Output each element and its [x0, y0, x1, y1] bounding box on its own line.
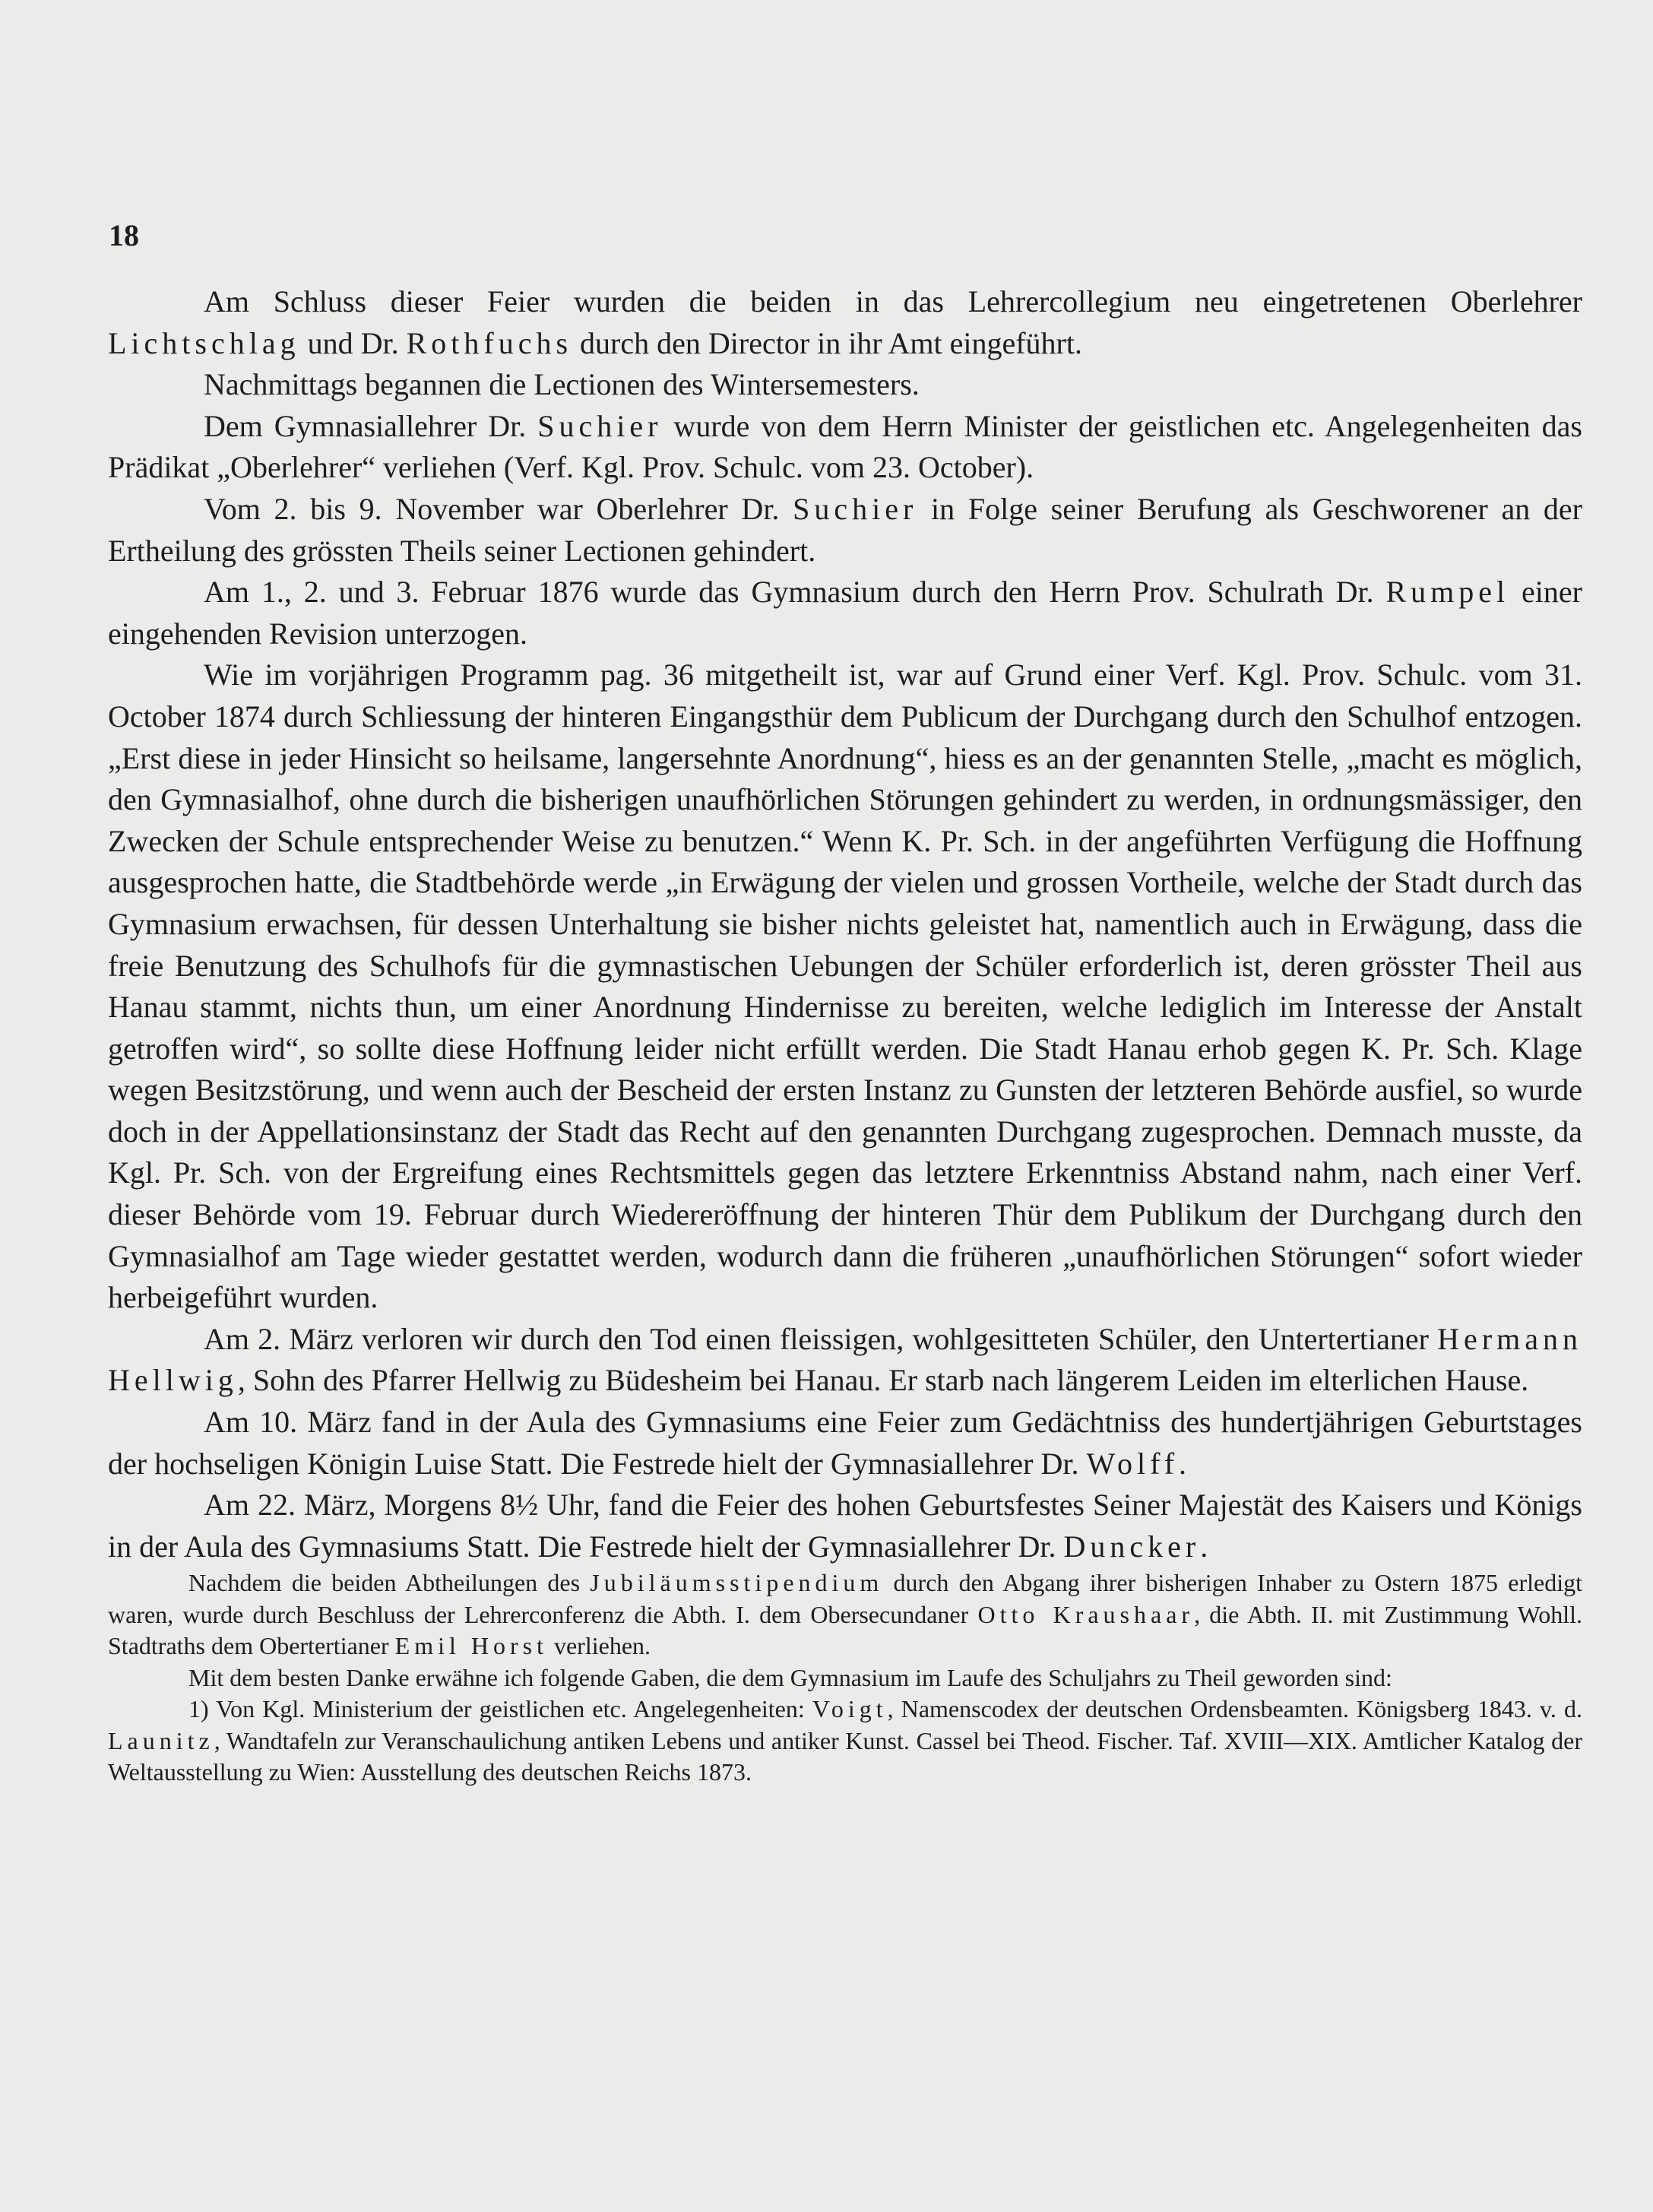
paragraph-stipendium [108, 1567, 1582, 1662]
text-run: Vom 2. bis 9. November war Oberlehrer Dr. [204, 491, 793, 526]
text-run: durch den Abgang ihrer bisherigen Inhaber zu Ostern 1875 erledigt waren, wurde durch Beschluss der Lehrerconferenz die Abth. I. dem Obersecundaner [108, 1569, 1583, 1628]
text-run: Am 10. März fand in der Aula des Gymnasiums eine Feier zum Gedächtniss des hundertjährigen Geburtstages der hochseligen Königin Luise Statt. Die Festrede hielt der Gymnasiallehrer Dr. [108, 1405, 1582, 1481]
person-name: Suchier [537, 408, 663, 443]
paragraph-queen-luise [108, 1402, 1582, 1485]
person-name: Duncker [1063, 1529, 1201, 1564]
text-run: einer eingehenden Revision unterzogen. [108, 575, 1582, 651]
paragraph-new-teachers [108, 281, 1582, 364]
text-run: . [1179, 1446, 1187, 1481]
author-name: Voigt [812, 1695, 888, 1723]
text-run: wurde von dem Herrn Minister der geistlichen etc. Angelegenheiten das Prädikat „Oberlehrer“ verliehen (Verf. Kgl. Prov. Schulc. vom 23. October). [108, 408, 1582, 485]
paragraph-jury-duty [108, 489, 1582, 572]
main-text [108, 281, 1582, 1789]
person-name: Rothfuchs [406, 325, 573, 360]
text-run: Am 2. März verloren wir durch den Tod einen fleissigen, wohlgesitteten Schüler, den Untertertianer [204, 1321, 1438, 1356]
text-run: Dem Gymnasiallehrer Dr. [204, 408, 538, 443]
paragraph-gift-list [108, 1694, 1582, 1789]
text-run: Am 1., 2. und 3. Februar 1876 wurde das Gymnasium durch den Herrn Prov. Schulrath Dr. [204, 575, 1386, 610]
person-name: Wolff [1086, 1446, 1180, 1481]
person-name: Rumpel [1385, 575, 1510, 610]
paragraph-revision [108, 572, 1582, 654]
text-run: verliehen. [547, 1632, 651, 1660]
text-run: und Dr. [299, 325, 407, 360]
person-name: Suchier [793, 491, 918, 526]
text-run: Am 22. März, Morgens 8½ Uhr, fand die Feier des hohen Geburtsfestes Seiner Majestät des Kaisers und Königs in der Aula des Gymnasiums Statt. Die Festrede hielt der Gymnasiallehrer Dr. [108, 1488, 1582, 1564]
text-run: in Folge seiner Berufung als Geschworener an der Ertheilung des grössten Theils seiner Lectionen gehindert. [108, 491, 1582, 568]
person-name: Otto Kraushaar [977, 1600, 1195, 1628]
paragraph-predicate [108, 406, 1582, 489]
person-name: Hermann Hellwig [108, 1321, 1582, 1398]
paragraph-kaiser-birthday [108, 1485, 1582, 1567]
paragraph-student-death [108, 1319, 1582, 1402]
text-run: , die Abth. II. mit Zustimmung Wohll. Stadtraths dem Obertertianer [108, 1600, 1583, 1660]
person-name: Emil Horst [394, 1632, 548, 1660]
small-print-section [108, 1567, 1582, 1789]
emphasized-term: Jubiläumsstipendium [590, 1569, 884, 1597]
text-run: , Wandtafeln zur Veranschaulichung antiken Lebens und antiker Kunst. Cassel bei Theod. Fischer. Taf. XVIII—XIX. Amtlicher Katalog der Weltausstellung zu Wien: Ausstellung des deutschen Reichs 1873. [108, 1726, 1582, 1786]
text-run: , Sohn des Pfarrer Hellwig zu Büdesheim bei Hanau. Er starb nach längerem Leiden im elterlichen Hause. [237, 1363, 1529, 1398]
text-run: Mit dem besten Danke erwähne ich folgende Gaben, die dem Gymnasium im Laufe des Schuljahrs zu Theil geworden sind: [188, 1663, 1392, 1691]
text-run: Wie im vorjährigen Programm pag. 36 mitgetheilt ist, war auf Grund einer Verf. Kgl. Prov. Schulc. vom 31. October 1874 durch Schliessung der hinteren Eingangsthür dem Publicum der Durchgang durch den Schulhof entzogen. „Erst diese in jeder Hinsicht so heilsame, langersehnte Anordnung“, hiess es an der genannten Stelle, „macht es möglich, den Gymnasialhof, ohne durch die bisherigen unaufhörlichen Störungen gehindert zu werden, in ordnungsmässiger, den Zwecken der Schule entsprechender Weise zu benutzen.“ Wenn K. Pr. Sch. in der angeführten Verfügung die Hoffnung ausgesprochen hatte, die Stadtbehörde werde „in Erwägung der vielen und grossen Vortheile, welche der Stadt durch das Gymnasium erwachsen, für dessen Unterhaltung sie bisher nichts geleistet hat, namentlich auch in Erwägung, dass die freie Benutzung des Schulhofs für die gymnastischen Uebungen der Schüler erforderlich ist, deren grösster Theil aus Hanau stammt, nichts thun, um einer Anordnung Hindernisse zu bereiten, welche lediglich im Interesse der Anstalt getroffen wird“, so sollte diese Hoffnung leider nicht erfüllt werden. Die Stadt Hanau erhob gegen K. Pr. Sch. Klage wegen Besitzstörung, und wenn auch der Bescheid der ersten Instanz zu Gunsten der letzteren Behörde ausfiel, so wurde doch in der Appellationsinstanz der Stadt das Recht auf den genannten Durchgang zugesprochen. Demnach musste, da Kgl. Pr. Sch. von der Ergreifung eines Rechtsmittels gegen das letztere Erkenntniss Abstand nahm, nach einer Verf. dieser Behörde vom 19. Februar durch Wiedereröffnung der hinteren Thür dem Publikum der Durchgang durch den Gymnasialhof am Tage wieder gestattet werden, wodurch dann die früheren „unaufhörlichen Störungen“ sofort wieder herbeigeführt wurden. [108, 658, 1582, 1315]
paragraph-gifts-intro [108, 1662, 1582, 1694]
text-run: , Namenscodex der deutschen Ordensbeamten. Königsberg 1843. v. d. [887, 1695, 1583, 1723]
text-run: Am Schluss dieser Feier wurden die beiden in das Lehrercollegium neu eingetretenen Oberlehrer [204, 284, 1582, 318]
text-run: . [1200, 1529, 1208, 1564]
author-name: Launitz [108, 1726, 214, 1754]
paragraph-winter-semester [108, 364, 1582, 406]
text-run: durch den Director in ihr Amt eingeführt. [572, 325, 1082, 360]
paragraph-courtyard-dispute [108, 654, 1582, 1319]
text-run: 1) Von Kgl. Ministerium der geistlichen etc. Angelegenheiten: [188, 1695, 812, 1723]
text-run: Nachmittags begannen die Lectionen des Wintersemesters. [204, 367, 920, 402]
page-number: 18 [109, 218, 139, 252]
person-name: Lichtschlag [108, 325, 300, 360]
text-run: Nachdem die beiden Abtheilungen des [188, 1569, 591, 1597]
